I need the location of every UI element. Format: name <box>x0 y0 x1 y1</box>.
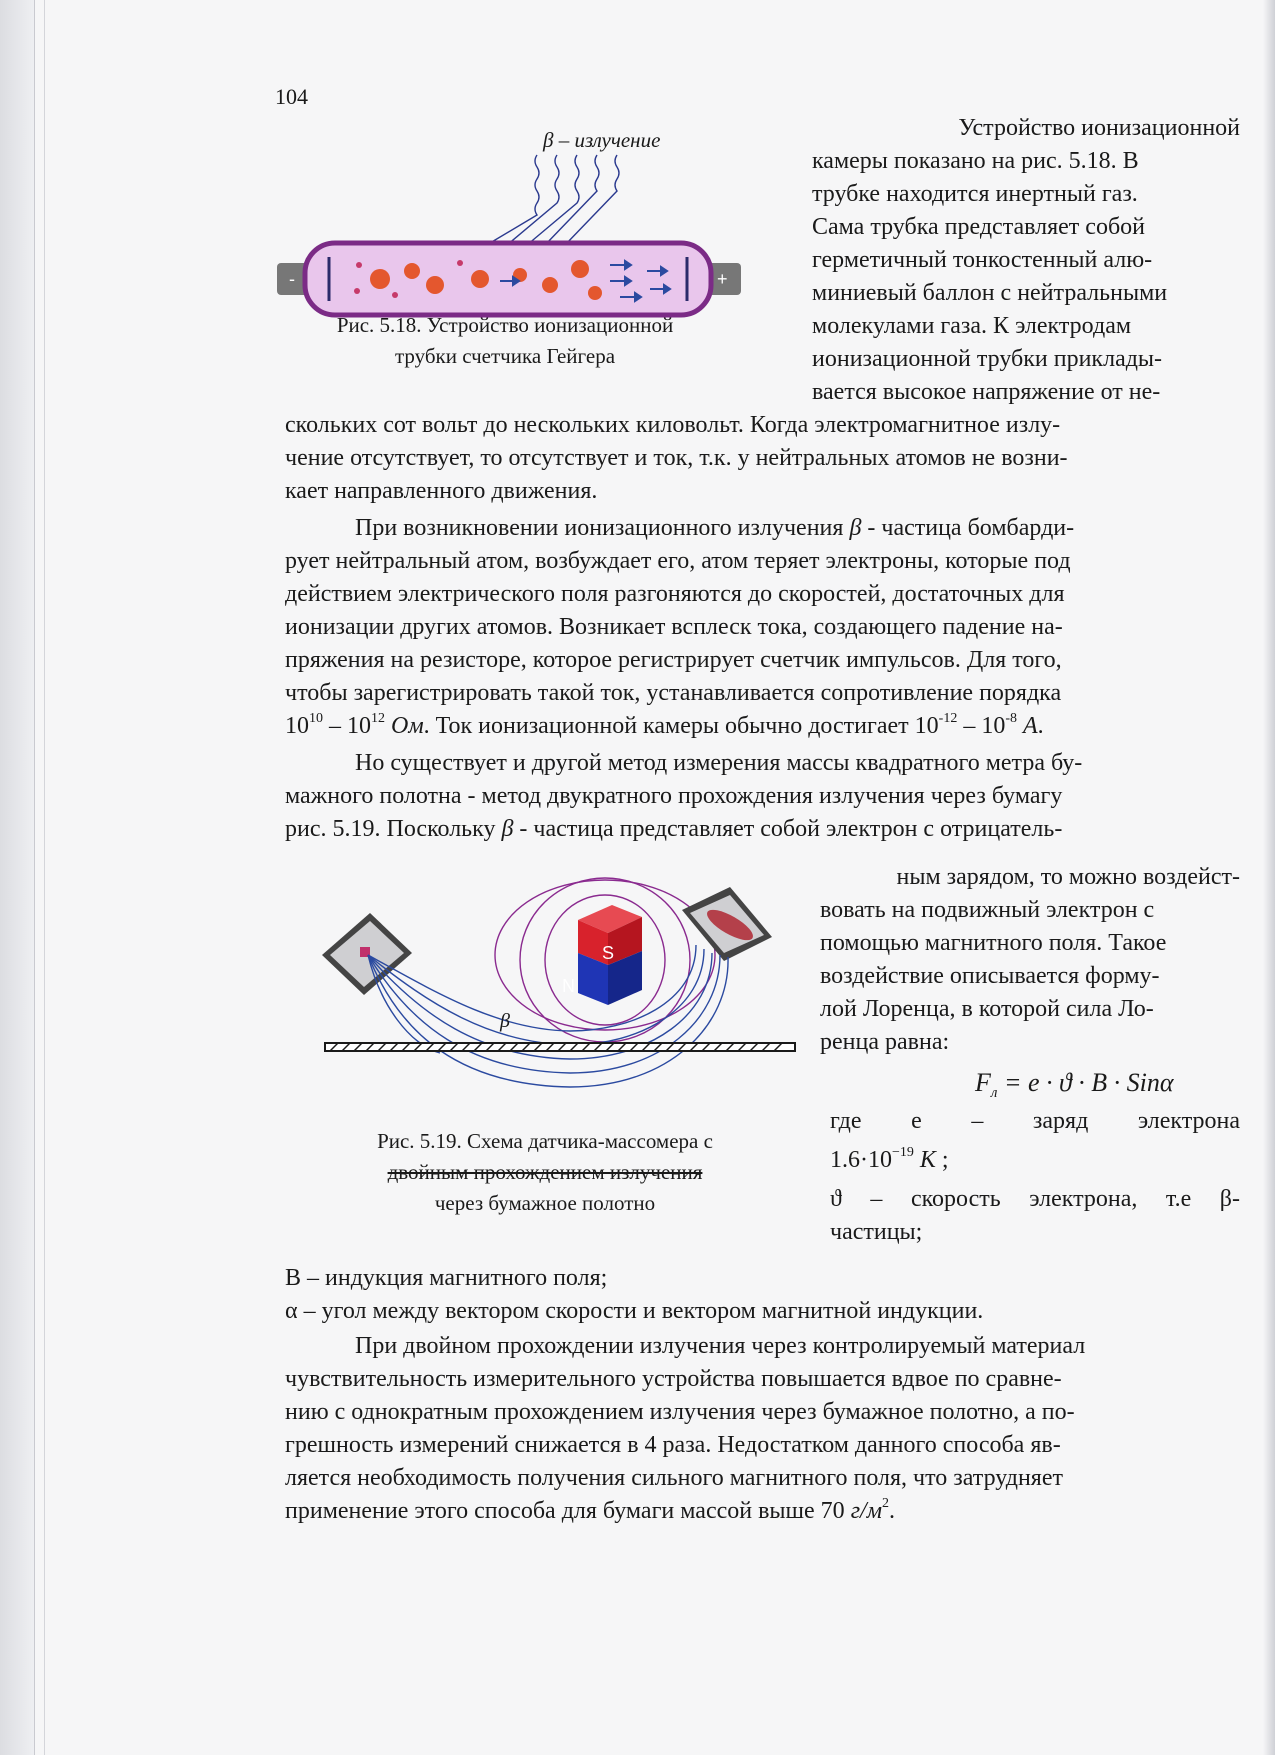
plus-label: + <box>717 269 728 289</box>
tube-body <box>305 243 711 315</box>
text-line: вовать на подвижный электрон с <box>820 897 1155 923</box>
text-line: трубке находится инертный газ. <box>812 181 1138 207</box>
text-line <box>830 1144 1240 1177</box>
caption-line: двойным прохождением излучения <box>387 1160 703 1184</box>
unit: K <box>913 1147 936 1173</box>
radiation-rays <box>490 155 619 245</box>
exponent: 10 <box>309 711 323 726</box>
magnet-n-label: N <box>562 976 575 996</box>
text-line: герметичный тонкостенный алю- <box>812 247 1153 273</box>
text-line: ϑ – скорость электрона, т.е β- <box>830 1186 1240 1212</box>
text-line: вается высокое напряжение от не- <box>812 379 1161 405</box>
exponent: 12 <box>371 711 385 726</box>
text-line: мажного полотна - метод двукратного прохождения излучения через бумагу <box>285 783 1063 809</box>
text-span: применение этого способа для бумаги массой выше 70 <box>285 1498 851 1524</box>
formula-rhs: = e · ϑ · B · Sinα <box>997 1068 1174 1097</box>
caption-line: трубки счетчика Гейгера <box>394 344 616 368</box>
text-line: Но существует и другой метод измерения массы квадратного метра бу- <box>355 750 1083 776</box>
unit: A <box>1017 713 1038 739</box>
figure-5-18 <box>275 125 805 330</box>
binding-edge <box>0 0 35 1755</box>
text-line: где е – заряд электрона <box>830 1108 1240 1134</box>
exponent: 2 <box>882 1496 890 1511</box>
text-line: Устройство ионизационной <box>958 115 1240 141</box>
exponent: -12 <box>938 711 958 726</box>
page-edge-shadow <box>1263 0 1275 1755</box>
exponent: -8 <box>1005 711 1017 726</box>
text-line <box>285 710 1240 743</box>
text-line: камеры показано на рис. 5.18. В <box>812 148 1139 174</box>
figure-5-19 <box>320 875 800 1125</box>
geiger-tube-diagram <box>275 125 805 330</box>
paper-web <box>325 1043 795 1051</box>
text-line: чувствительность измерительного устройства повышается вдвое по сравне- <box>285 1366 1062 1392</box>
text-line: ным зарядом, то можно воздейст- <box>896 864 1240 890</box>
text-span: – 10 <box>323 713 371 739</box>
beta-radiation-label: β – излучение <box>543 128 661 152</box>
text-span: . Ток ионизационной камеры обычно достигает 10 <box>423 713 939 739</box>
main-text-1 <box>285 409 1240 846</box>
text-span: . <box>1037 713 1044 739</box>
text-line: частицы; <box>830 1219 923 1245</box>
text-line: ренца равна: <box>820 1029 950 1055</box>
text-line: действием электрического поля разгоняются до скоростей, достаточных для <box>285 581 1065 607</box>
text-line: скольких сот вольт до нескольких киловольт. Когда электромагнитное излу- <box>285 412 1061 438</box>
text-line: Сама трубка представляет собой <box>812 214 1145 240</box>
unit: г/м <box>850 1498 883 1524</box>
text-span: - частица представляет собой электрон с отрицатель- <box>513 816 1063 842</box>
beta-symbol: β <box>849 515 862 541</box>
formula-subscript: л <box>990 1085 998 1102</box>
page-number: 104 <box>275 84 308 109</box>
text-line: B – индукция магнитного поля; <box>285 1265 608 1291</box>
text-line <box>285 1495 1240 1528</box>
text-line: ионизации других атомов. Возникает всплеск тока, создающего падение на- <box>285 614 1063 640</box>
text-line: рует нейтральный атом, возбуждает его, атом теряет электроны, которые под <box>285 548 1071 574</box>
text-span: рис. 5.19. Поскольку <box>285 816 502 842</box>
text-line: чение отсутствует, то отсутствует и ток, т.к. у нейтральных атомов не возни- <box>285 445 1068 471</box>
text-line: кает направленного движения. <box>285 478 598 504</box>
figure-5-19-caption <box>320 1126 770 1219</box>
text-line: лой Лоренца, в которой сила Ло- <box>820 996 1154 1022</box>
text-line: молекулами газа. К электродам <box>812 313 1132 339</box>
text-line: грешность измерений снижается в 4 раза. Недостатком данного способа яв- <box>285 1432 1061 1458</box>
exponent: −19 <box>892 1145 914 1160</box>
text-line: При двойном прохождении излучения через контролируемый материал <box>355 1333 1086 1359</box>
radiation-source <box>322 913 412 995</box>
main-text-2 <box>285 1262 1240 1528</box>
magnet <box>562 905 642 1005</box>
magnet-s-label: S <box>602 943 615 963</box>
text-line: нию с однократным прохождением излучения через бумажное полотно, а по- <box>285 1399 1075 1425</box>
figure-5-18-caption <box>290 310 720 372</box>
mass-sensor-diagram <box>320 875 800 1125</box>
text-span: . <box>889 1498 896 1524</box>
text-line: α – угол между вектором скорости и вектором магнитной индукции. <box>285 1298 984 1324</box>
binding-edge-inner <box>34 0 45 1755</box>
caption-line: через бумажное полотно <box>434 1191 656 1215</box>
unit: Ом <box>385 713 424 739</box>
right-column-text-1 <box>812 112 1240 409</box>
text-line: чтобы зарегистрировать такой ток, устанавливается сопротивление порядка <box>285 680 1062 706</box>
formula-definitions <box>830 1105 1240 1249</box>
text-span: ; <box>935 1147 949 1173</box>
formula-lhs: F <box>975 1068 991 1097</box>
text-line: миниевый баллон с нейтральными <box>812 280 1168 306</box>
beta-symbol: β <box>501 816 514 842</box>
text-line: пряжения на резисторе, которое регистрирует счетчик импульсов. Для того, <box>285 647 1062 673</box>
beta-label: β <box>500 1010 510 1032</box>
text-span: - частица бомбарди- <box>861 515 1075 541</box>
text-line: помощью магнитного поля. Такое <box>820 930 1167 956</box>
lorentz-formula <box>975 1068 1174 1102</box>
text-span: 1.6·10 <box>830 1147 892 1173</box>
beta-trajectories <box>368 945 728 1087</box>
text-span: – 10 <box>957 713 1006 739</box>
text-line: ляется необходимость получения сильного магнитного поля, что затрудняет <box>285 1465 1063 1491</box>
text-line: ионизационной трубки приклады- <box>812 346 1163 372</box>
text-span: 10 <box>285 713 309 739</box>
text-span: При возникновении ионизационного излучения <box>355 515 850 541</box>
minus-label: - <box>289 269 295 289</box>
text-line: воздействие описывается форму- <box>820 963 1160 989</box>
caption-line: Рис. 5.18. Устройство ионизационной <box>336 313 674 337</box>
right-column-text-2 <box>820 861 1240 1059</box>
caption-line: Рис. 5.19. Схема датчика-массомера с <box>377 1129 713 1153</box>
text-line <box>285 512 1240 545</box>
text-line <box>285 813 1240 846</box>
